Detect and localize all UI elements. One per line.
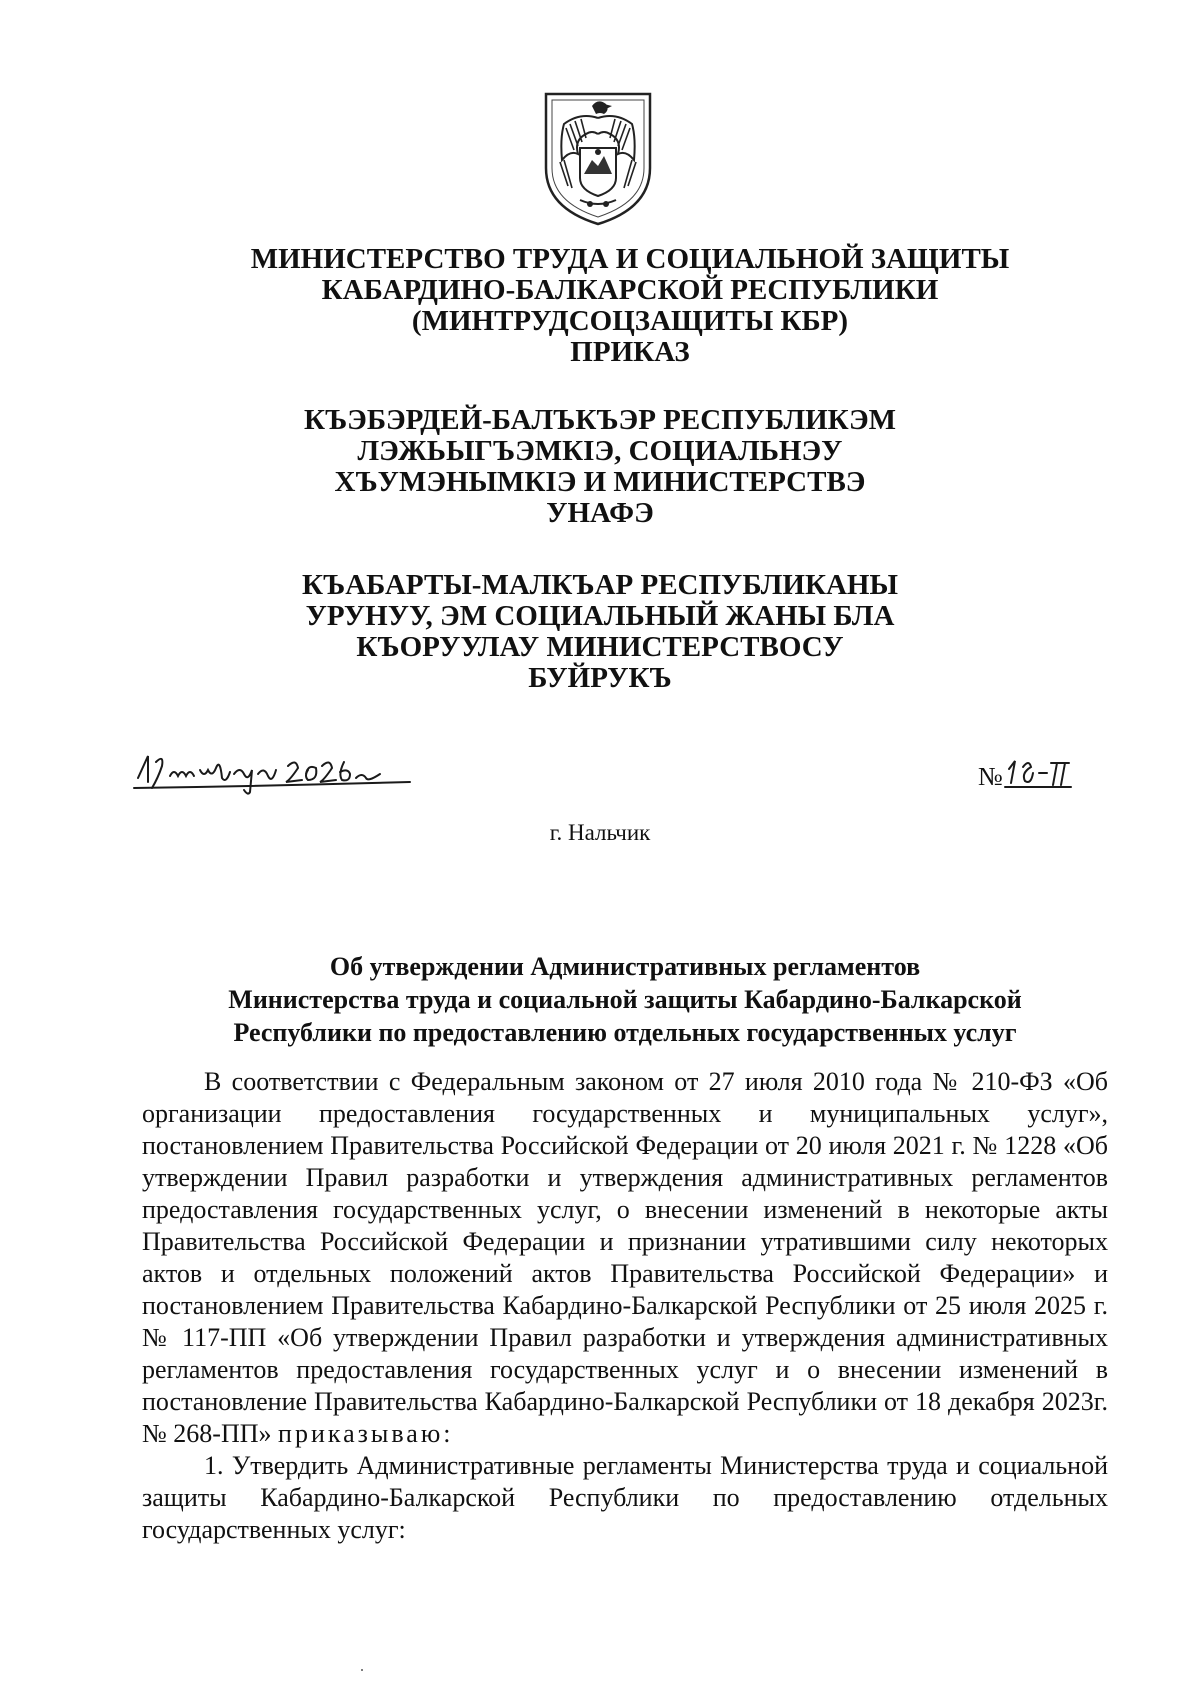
header-line: ХЪУМЭНЫМКIЭ И МИНИСТЕРСТВЭ	[334, 466, 866, 498]
header-line: КАБАРДИНО-БАЛКАРСКОЙ РЕСПУБЛИКИ	[321, 274, 939, 306]
title-line: Об утверждении Административных регламентов	[329, 952, 921, 981]
header-kabardian	[0, 405, 1200, 529]
scan-marks	[358, 1668, 398, 1688]
item-1-paragraph: 1. Утвердить Административные регламенты Министерства труда и социальной защиты Кабардино-Балкарской Республики по предоставлению отдельных государственных услуг:	[142, 1451, 1108, 1544]
number-prefix: №	[978, 762, 1003, 791]
city: г. Нальчик	[549, 820, 651, 845]
handwritten-number	[1003, 757, 1073, 791]
preamble-paragraph	[142, 1066, 1108, 1450]
header-line: МИНИСТЕРСТВО ТРУДА И СОЦИАЛЬНОЙ ЗАЩИТЫ	[250, 243, 1010, 275]
order-number	[978, 757, 1073, 792]
handwritten-date	[130, 748, 420, 798]
document-type: ПРИКАЗ	[570, 336, 690, 368]
document-title	[140, 950, 1110, 1049]
title-line: Республики по предоставлению отдельных государственных услуг	[233, 1018, 1017, 1047]
document-type: УНАФЭ	[546, 497, 654, 529]
header-balkar	[0, 570, 1200, 694]
document-body	[142, 1066, 1108, 1546]
title-line: Министерства труда и социальной защиты Кабардино-Балкарской	[228, 985, 1022, 1014]
header-line: ЛЭЖЬЫГЪЭМКIЭ, СОЦИАЛЬНЭУ	[357, 435, 843, 467]
header-line: КЪОРУУЛАУ МИНИСТЕРСТВОСУ	[356, 631, 844, 663]
coat-of-arms-icon	[540, 90, 656, 226]
header-russian	[30, 244, 1200, 368]
header-line: КЪЭБЭРДЕЙ-БАЛЪКЪЭР РЕСПУБЛИКЭМ	[303, 404, 897, 436]
order-word: приказываю:	[278, 1419, 454, 1448]
header-line: КЪАБАРТЫ-МАЛКЪАР РЕСПУБЛИКАНЫ	[302, 569, 898, 601]
preamble-text: В соответствии с Федеральным законом от 27 июля 2010 года № 210-ФЗ «Об организации предоставления государственных и муниципальных услуг», постановлением Правительства Российской Федерации от 20 июля 2021 г. № 1228 «Об утверждении Правил разработки и утверждения административных регламентов предоставления государственных услуг, о внесении изменений в некоторые акты Правительства Российской Федерации и признании утратившими силу некоторых актов и отдельных положений актов Правительства Российской Федерации» и постановлением Правительства Кабардино-Балкарской Республики от 25 июля 2025 г. № 117-ПП «Об утверждении Правил разработки и утверждения административных регламентов предоставления государственных услуг и о внесении изменений в постановление Правительства Кабардино-Балкарской Республики от 18 декабря 2023г. № 268-ПП»	[142, 1067, 1108, 1448]
header-line: (МИНТРУДСОЦЗАЩИТЫ КБР)	[411, 305, 849, 337]
header-line: УРУНУУ, ЭМ СОЦИАЛЬНЫЙ ЖАНЫ БЛА	[305, 600, 895, 632]
document-type: БУЙРУКЪ	[528, 662, 672, 694]
